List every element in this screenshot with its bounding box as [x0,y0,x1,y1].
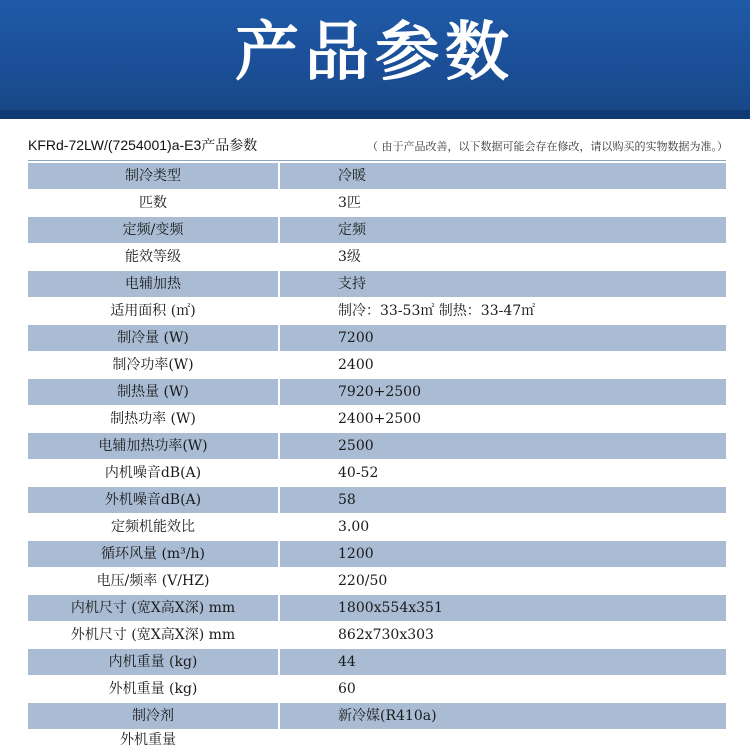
column-divider [278,676,280,702]
spec-value: 制冷：33-53㎡ 制热：33-47㎡ [338,303,536,319]
column-divider [278,379,280,405]
spec-row [28,298,726,325]
spec-row [28,271,726,298]
column-divider [278,163,280,189]
spec-value: 定频 [338,222,366,238]
spec-value: 44 [338,654,356,670]
spec-row [28,649,726,676]
spec-value: 3.00 [338,519,370,535]
spec-row [28,352,726,379]
spec-row [28,244,726,271]
spec-label: 循环风量 (m³/h) [101,546,205,562]
column-divider [278,595,280,621]
spec-row [28,433,726,460]
spec-value: 40-52 [338,465,379,481]
spec-label: 适用面积 (㎡) [110,303,196,319]
spec-row [28,514,726,541]
spec-row [28,325,726,352]
spec-label: 电辅加热功率(W) [98,438,208,454]
column-divider [278,352,280,378]
spec-row [28,595,726,622]
column-divider [278,217,280,243]
spec-value: 2400+2500 [338,411,421,427]
spec-label: 内机尺寸 (宽X高X深) mm [70,600,236,616]
spec-label: 外机重量 (kg) [108,681,198,697]
spec-label: 制冷功率(W) [112,357,194,373]
column-divider [278,541,280,567]
column-divider [278,514,280,540]
banner-title: 产品参数 [235,16,515,90]
spec-label: 外机尺寸 (宽X高X深) mm [70,627,236,643]
spec-value: 1200 [338,546,374,562]
column-divider [278,703,280,729]
spec-label: 制冷剂 [132,708,174,724]
spec-row [28,217,726,244]
column-divider [278,433,280,459]
spec-row [28,676,726,703]
spec-label: 制热量 (W) [117,384,189,400]
spec-value: 3匹 [338,195,361,211]
spec-label: 电辅加热 [125,276,181,292]
spec-label: 定频/变频 [122,222,184,238]
column-divider [278,649,280,675]
column-divider [278,271,280,297]
spec-value: 1800x554x351 [338,600,443,616]
spec-value: 2400 [338,357,374,373]
spec-row [28,622,726,649]
disclaimer-notice: （ 由于产品改善，以下数据可能会存在修改，请以购买的实物数据为准。） [367,140,728,153]
spec-label: 制热功率 (W) [110,411,196,427]
spec-row [28,163,726,190]
spec-value: 支持 [338,276,366,292]
spec-value: 862x730x303 [338,627,434,643]
spec-value: 新冷媒(R410a) [338,708,437,724]
column-divider [278,622,280,648]
spec-value: 7200 [338,330,374,346]
column-divider [278,298,280,324]
spec-row [28,406,726,433]
spec-label: 电压/频率 (V/HZ) [96,573,210,589]
banner-divider [0,110,750,119]
spec-row [28,190,726,217]
spec-label: 定频机能效比 [111,519,195,535]
spec-value: 58 [338,492,356,508]
spec-label: 外机噪音dB(A) [104,492,202,508]
spec-row [28,541,726,568]
spec-value: 7920+2500 [338,384,421,400]
spec-row [28,460,726,487]
spec-label: 内机重量 (kg) [108,654,198,670]
spec-label: 制冷量 (W) [117,330,189,346]
spec-label: 制冷类型 [125,168,181,184]
spec-subheader [28,132,728,158]
spec-value: 冷暖 [338,168,366,184]
column-divider [278,460,280,486]
column-divider [278,568,280,594]
spec-row [28,568,726,595]
spec-label: 匹数 [139,195,167,211]
column-divider [278,244,280,270]
spec-label: 内机噪音dB(A) [104,465,202,481]
spec-value: 220/50 [338,573,388,589]
model-title: KFRd-72LW/(7254001)a-E3产品参数 [28,137,258,153]
column-divider [278,190,280,216]
table-top-rule [28,160,726,161]
title-banner [0,0,750,119]
spec-row [28,379,726,406]
spec-label: 能效等级 [125,249,181,265]
spec-value: 2500 [338,438,374,454]
column-divider [278,406,280,432]
spec-value: 3级 [338,249,361,265]
spec-value: 60 [338,681,356,697]
spec-table [28,163,726,730]
column-divider [278,487,280,513]
column-divider [278,325,280,351]
spec-row [28,487,726,514]
spec-row [28,703,726,730]
cutoff-row-text: 外机重量 [120,732,176,748]
